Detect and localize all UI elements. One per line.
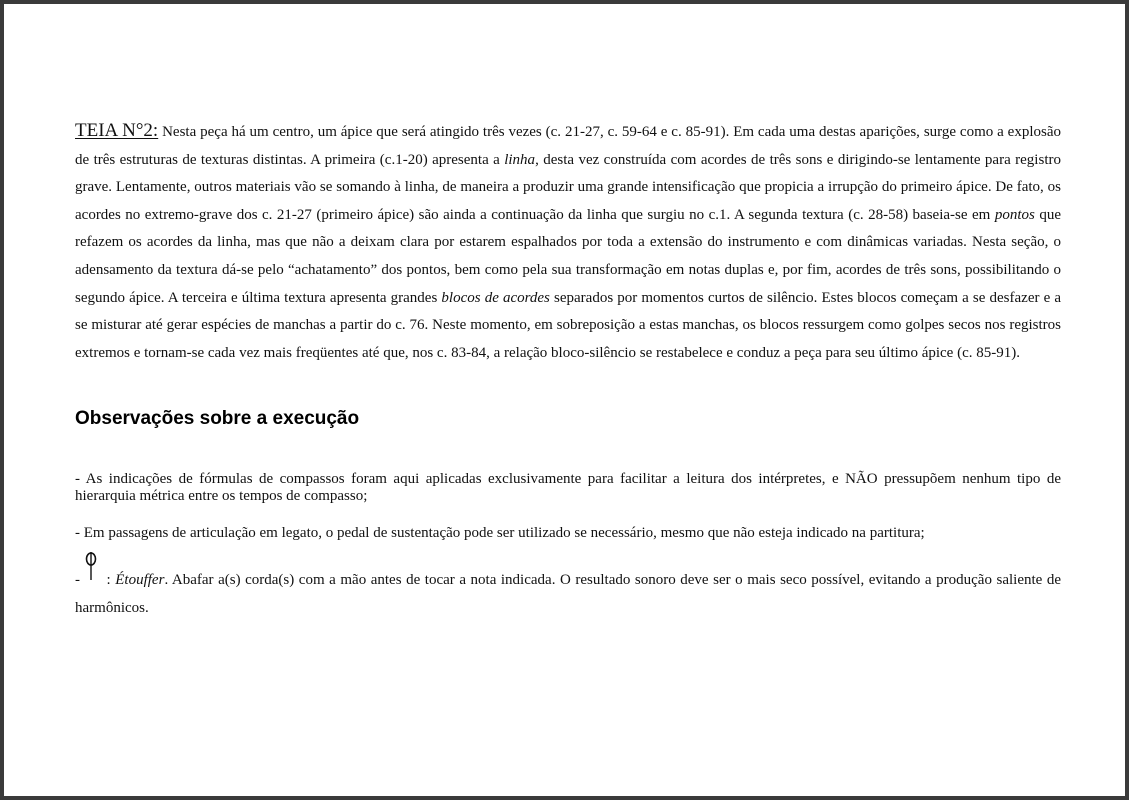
- teia-text-3: que refazem os acordes da linha, mas que não a deixam clara por estarem espalhados por toda a extensão do instrumento e com dinâmicas variadas. Nesta seção, o adensamento da textura dá-se pelo “achatamento” dos pontos, bem como pela sua transformação em notas duplas e, por fim, acordes de três sons, possibilitando o segundo ápice. A terceira e última textura apresenta grandes: [75, 206, 1061, 306]
- etouffer-symbol-icon: [80, 564, 102, 584]
- teia-emphasis-linha: linha: [504, 151, 536, 168]
- observation-dash: -: [75, 572, 80, 589]
- observation-item-3-text: . Abafar a(s) corda(s) com a mão antes de tocar a nota indicada. O resultado sonoro deve ser o mais seco possível, evitando a produção saliente de harmônicos.: [75, 572, 1062, 617]
- observation-item-3: [75, 564, 1061, 622]
- section-heading: Observações sobre a execução: [75, 408, 360, 430]
- teia-emphasis-pontos: pontos: [994, 206, 1035, 223]
- etouffer-term: Étouffer: [115, 572, 165, 589]
- document-page: [4, 4, 1125, 796]
- observation-item-2: - Em passagens de articulação em legato, o pedal de sustentação pode ser utilizado se necessário, mesmo que não esteja indicado na partitura;: [75, 525, 925, 542]
- teia-paragraph: [75, 117, 1061, 367]
- teia-text-2: , desta vez construída com acordes de três sons e dirigindo-se lentamente para registro grave. Lentamente, outros materiais vão se somando à linha, de maneira a produzir uma grande intensificação que propicia a irrupção do primeiro ápice. De fato, os acordes no extremo-grave dos c. 21-27 (primeiro ápice) são ainda a continuação da linha que surgiu no c.1. A segunda textura (c. 28-58) baseia-se em: [75, 151, 1061, 223]
- teia-text-4: separados por momentos curtos de silêncio. Estes blocos começam a se desfazer e a se misturar até gerar espécies de manchas a partir do c. 76. Neste momento, em sobreposição a estas manchas, os blocos ressurgem como golpes secos nos registros extremos e tornam-se cada vez mais freqüentes até que, nos c. 83-84, a relação bloco-silêncio se restabelece e conduz a peça para seu último ápice (c. 85-91).: [75, 289, 1062, 361]
- observation-colon: :: [102, 572, 116, 589]
- teia-emphasis-blocos: blocos de acordes: [441, 289, 550, 306]
- teia-text-1: Nesta peça há um centro, um ápice que será atingido três vezes (c. 21-27, c. 59-64 e c. 85-91). Em cada uma destas aparições, surge como a explosão de três estruturas de texturas distintas. A primeira (c.1-20) apresenta a: [75, 124, 1062, 168]
- observation-item-1: - As indicações de fórmulas de compassos foram aqui aplicadas exclusivamente para facilitar a leitura dos intérpretes, e NÃO pressupõem nenhum tipo de hierarquia métrica entre os tempos de compasso;: [75, 471, 1061, 505]
- page-content: [75, 117, 1061, 622]
- teia-label: TEIA N°2:: [75, 120, 159, 141]
